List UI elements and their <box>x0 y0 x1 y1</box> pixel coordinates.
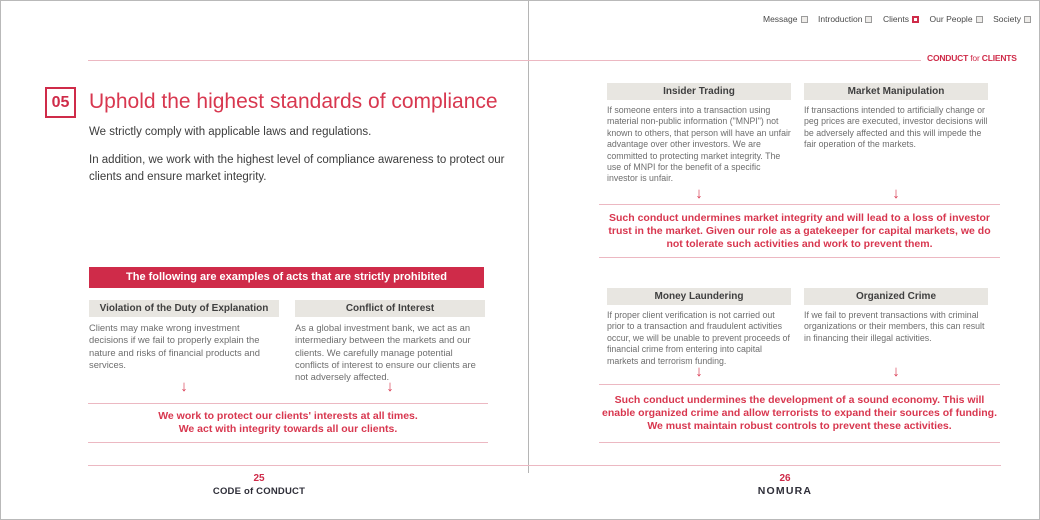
arrow-down-icon: ↓ <box>386 378 394 395</box>
section-number-box <box>45 87 76 118</box>
top-rule <box>88 60 921 61</box>
checkbox-icon <box>801 16 808 23</box>
card-heading: Violation of the Duty of Explanation <box>89 300 279 317</box>
nav-item-label: Society <box>993 14 1021 24</box>
center-page-divider <box>528 1 529 473</box>
page-number: 26 <box>779 473 791 484</box>
card-money-laundering <box>607 288 791 367</box>
statement-line: We work to protect our clients' interests at all times. <box>158 410 418 422</box>
sound-economy-statement <box>599 384 1000 443</box>
right-page-footer <box>690 473 880 498</box>
section-label-for: for <box>968 53 982 63</box>
arrow-down-icon: ↓ <box>695 185 703 202</box>
card-insider-trading <box>607 83 791 185</box>
card-body: If transactions intended to artificially change or peg prices are executed, investor decisions will be adversely affected and this will impede the fair operation of the markets. <box>804 105 988 150</box>
arrow-down-icon: ↓ <box>892 185 900 202</box>
card-heading: Organized Crime <box>804 288 988 305</box>
arrow-down-icon: ↓ <box>695 363 703 380</box>
prohibited-acts-banner: The following are examples of acts that are strictly prohibited <box>89 267 484 288</box>
nomura-logo: NOMURA <box>757 485 813 497</box>
card-heading: Insider Trading <box>607 83 791 100</box>
card-market-manipulation <box>804 83 988 151</box>
page-number: 25 <box>253 473 265 484</box>
card-body: If we fail to prevent transactions with criminal organizations or their members, this can result in financing their illegal activities. <box>804 310 985 343</box>
checkbox-icon <box>1024 16 1031 23</box>
card-heading: Money Laundering <box>607 288 791 305</box>
arrow-down-icon: ↓ <box>892 363 900 380</box>
market-integrity-statement <box>599 204 1000 258</box>
section-label-clients: CLIENTS <box>981 53 1017 63</box>
section-label-conduct: CONDUCT <box>927 53 969 63</box>
nav-item-introduction[interactable] <box>818 14 872 24</box>
section-label <box>927 53 1017 63</box>
card-body: As a global investment bank, we act as an intermediary between the markets and our clients. We carefully manage potential conflicts of interest to ensure our clients are not adversely affected. <box>295 322 476 383</box>
card-conflict-of-interest <box>295 300 485 383</box>
statement-text: Such conduct undermines market integrity and will lead to a loss of investor trust in the market. Given our role as a gatekeeper for capital markets, we do not tolerate such activities and work to prevent them. <box>608 211 991 250</box>
bottom-rule <box>88 465 1001 466</box>
intro-paragraph-2: In addition, we work with the highest level of compliance awareness to protect our clients and ensure market integrity. <box>89 154 505 183</box>
nav-item-clients[interactable] <box>883 14 919 24</box>
card-heading: Market Manipulation <box>804 83 988 100</box>
card-heading: Conflict of Interest <box>295 300 485 317</box>
statement-line: We act with integrity towards all our clients. <box>178 423 398 435</box>
card-body: If someone enters into a transaction using material non-public information ("MNPI") not known to others, that person will have an unfair advantage over other investors. We are committed to protecting market integrity. The use of MNPI for the benefit of a specific investor is unfair. <box>607 105 791 184</box>
page-title: Uphold the highest standards of compliance <box>89 90 498 113</box>
arrow-down-icon: ↓ <box>180 378 188 395</box>
statement-text: Such conduct undermines the development of a sound economy. This will enable organized crime and allow terrorists to expand their sources of funding. We must maintain robust controls to prevent these activities. <box>602 394 997 432</box>
checkbox-icon <box>976 16 983 23</box>
nav-item-label: Introduction <box>818 14 863 24</box>
card-violation-duty-of-explanation <box>89 300 279 371</box>
nav-item-label: Message <box>763 14 798 24</box>
left-page-footer <box>164 473 354 498</box>
card-body: Clients may make wrong investment decisions if we fail to properly explain the nature and risks of financial products and services. <box>89 322 260 370</box>
nav-item-message[interactable] <box>763 14 808 24</box>
nav-item-our-people[interactable] <box>930 14 983 24</box>
nav-item-society[interactable] <box>993 14 1031 24</box>
chapter-nav <box>763 14 1031 24</box>
document-title: CODE of CONDUCT <box>212 486 306 497</box>
checkbox-checked-icon <box>912 16 919 23</box>
card-body: If proper client verification is not carried out prior to a transaction and fraudulent activities occur, we will be unable to prevent proceeds of financial crime from entering into capital markets and terrorism funding. <box>607 310 790 366</box>
card-organized-crime <box>804 288 988 344</box>
nav-item-label: Clients <box>883 14 909 24</box>
section-number: 05 <box>51 93 70 111</box>
checkbox-icon <box>865 16 872 23</box>
intro-paragraph-1: We strictly comply with applicable laws and regulations. <box>89 126 372 138</box>
left-page-statement <box>88 403 488 443</box>
nav-item-label: Our People <box>929 14 973 24</box>
